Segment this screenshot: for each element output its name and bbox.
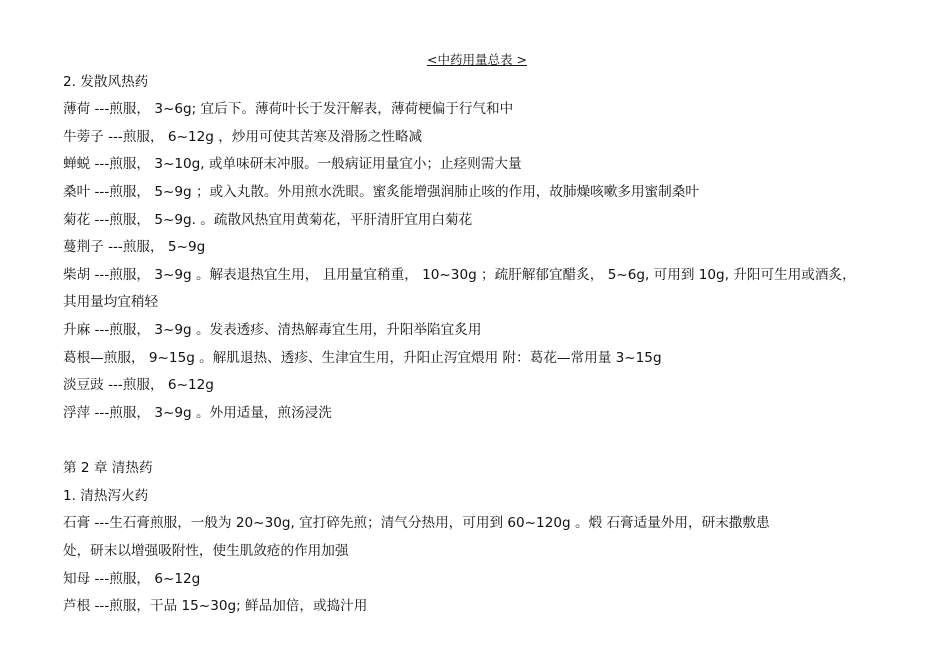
herb-line-manjingzi: 蔓荆子 ---煎服， 5~9g <box>63 239 206 255</box>
herb-line-sangye: 桑叶 ---煎服， 5~9g ；或入丸散。外用煎水洗眼。蜜炙能增强润肺止咳的作用，故肺燥咳嗽多用蜜制桑叶 <box>63 184 699 200</box>
herb-line-gegen: 葛根—煎服， 9~15g 。解肌退热、透疹、生津宜生用，升阳止泻宜煨用 附：葛花—常用量 3~15g <box>63 350 662 366</box>
herb-line-shengma: 升麻 ---煎服， 3~9g 。发表透疹、清热解毒宜生用，升阳举陷宜炙用 <box>63 322 482 338</box>
herb-line-lugen: 芦根 ---煎服，干品 15~30g; 鲜品加倍，或捣汁用 <box>63 598 368 614</box>
section-heading-clear-heat: 1. 清热泻火药 <box>63 488 149 504</box>
herb-line-zhimu: 知母 ---煎服， 6~12g <box>63 571 201 587</box>
herb-line-chaihu: 柴胡 ---煎服， 3~9g 。解表退热宜生用， 且用量宜稍重， 10~30g ；疏肝解郁宜醋炙， 5~6g, 可用到 10g, 升阳可生用或酒炙， <box>63 267 856 283</box>
herb-line-chaihu-continued: 其用量均宜稍轻 <box>63 294 159 310</box>
herb-line-bohe: 薄荷 ---煎服， 3~6g; 宜后下。薄荷叶长于发汗解表，薄荷梗偏于行气和中 <box>63 101 514 117</box>
herb-line-fuping: 浮萍 ---煎服， 3~9g 。外用适量，煎汤浸洗 <box>63 405 332 421</box>
herb-line-dandouchi: 淡豆豉 ---煎服， 6~12g <box>63 377 214 393</box>
herb-line-shigao-continued: 处，研末以增强吸附性，使生肌敛疮的作用加强 <box>63 543 349 559</box>
chapter-heading: 第 2 章 清热药 <box>63 460 153 476</box>
herb-line-juhua: 菊花 ---煎服， 5~9g. 。疏散风热宜用黄菊花，平肝清肝宜用白菊花 <box>63 212 473 228</box>
herb-line-chantui: 蝉蜕 ---煎服， 3~10g, 或单味研末冲服。一般病证用量宜小；止痉则需大量 <box>63 156 522 172</box>
herb-line-niubangzi: 牛蒡子 ---煎服， 6~12g ，炒用可使其苦寒及滑肠之性略减 <box>63 129 423 145</box>
section-heading-wind-heat: 2. 发散风热药 <box>63 74 149 90</box>
document-title: <中药用量总表 > <box>427 52 527 67</box>
herb-line-shigao: 石膏 ---生石膏煎服，一般为 20~30g, 宜打碎先煎；清气分热用，可用到 60~120g 。煅 石膏适量外用，研末撒敷患 <box>63 515 770 531</box>
